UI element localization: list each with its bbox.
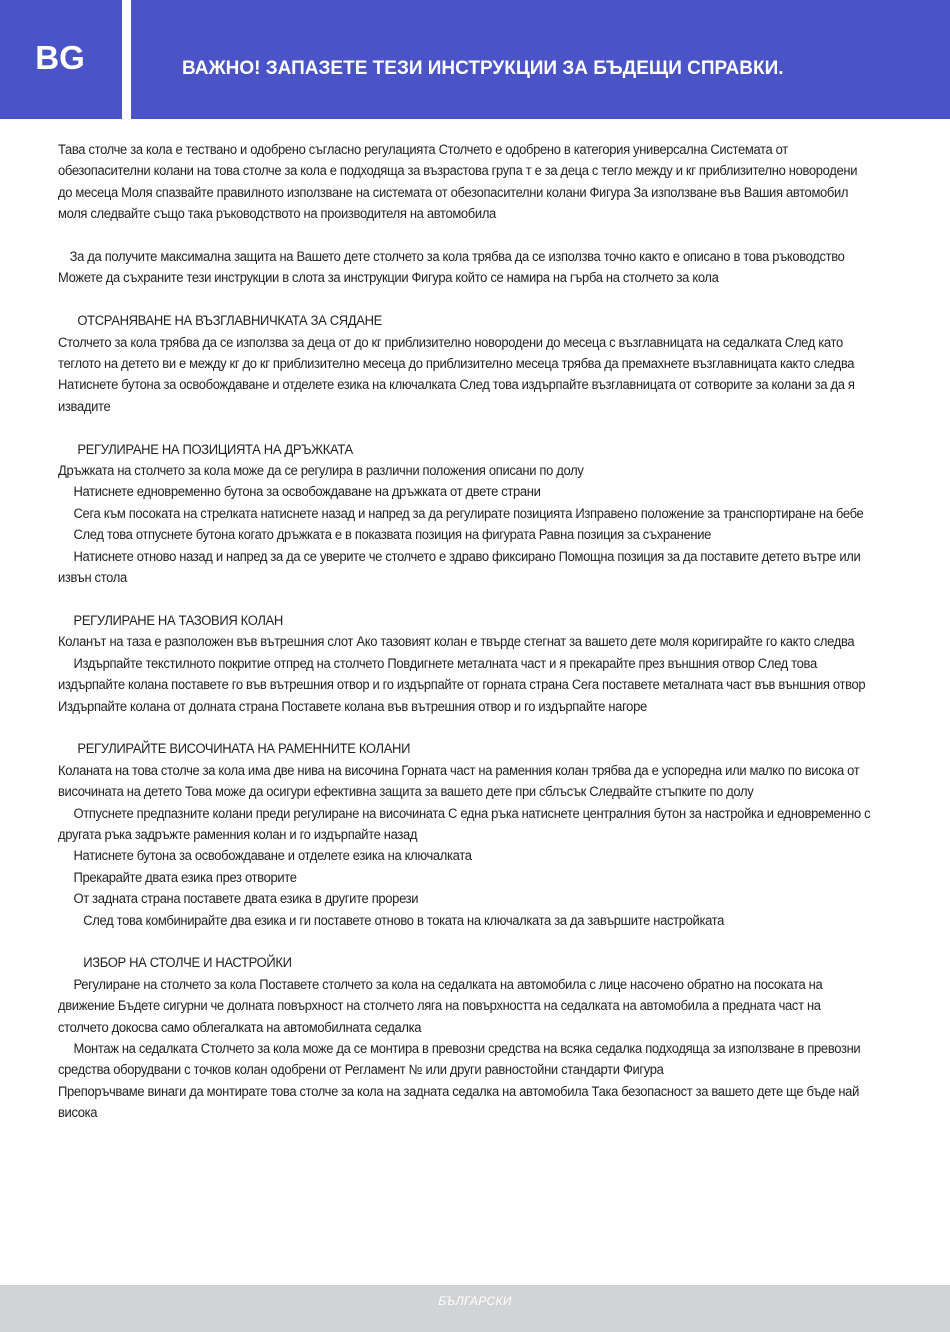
shoulder-step-3: Прекарайте двата езика през отворите <box>73 869 297 885</box>
selection-paragraph: Препоръчваме винаги да монтирате това столче за кола на задната седалка на автомобила Така безопасност за вашето дете ще бъде най висока <box>58 1083 859 1121</box>
header-bar <box>0 0 950 119</box>
handle-step-2: Сега към посоката на стрелката натиснете назад и напред за да регулирате позицията Изправено положение за транспортиране на бебе <box>73 505 864 521</box>
language-badge <box>0 0 120 119</box>
intro-paragraph-2: За да получите максимална защита на Вашето дете столчето за кола трябва да се използва точно както е описано в това ръководство Можете да съхраните тези инструкции в слота за инструкции Фигура който се намира на гърба на столчето за кола <box>58 249 845 286</box>
shoulder-step-1: Отпуснете предпазните колани преди регулиране на височината С една ръка натиснете централния бутон за настройка и едновременно с другата ръка задръжте раменния колан и го издърпайте назад <box>58 805 871 842</box>
section-heading-shoulder-belts: РЕГУЛИРАЙТЕ ВИСОЧИНАТА НА РАМЕННИТЕ КОЛАНИ <box>77 741 411 757</box>
selection-step-1: Регулиране на столчето за кола Поставете столчето за кола на седалката на автомобила с лице насочено обратно на посоката на движение Бъдете сигурни че долната повърхност на столчето ляга на повърхността на седалката на автомобила а предната част на столчето докосва само облегалката на автомобилната седалка <box>58 976 823 1035</box>
header-divider <box>122 0 131 119</box>
language-code: BG <box>35 38 85 76</box>
document-body <box>58 139 873 1124</box>
handle-step-4: Натиснете отново назад и напред за да се уверите че столчето е здраво фиксирано Помощна позиция за да поставите детето вътре или извън стола <box>58 548 861 586</box>
page-title: ВАЖНО! ЗАПАЗЕТЕ ТЕЗИ ИНСТРУКЦИИ ЗА БЪДЕЩИ СПРАВКИ. <box>182 58 784 79</box>
footer-bar <box>0 1285 950 1332</box>
handle-paragraph: Дръжката на столчето за кола може да се регулира в различни положения описани по долу <box>58 463 584 479</box>
section-heading-hip-belt: РЕГУЛИРАНЕ НА ТАЗОВИЯ КОЛАН <box>73 612 283 628</box>
shoulder-paragraph: Коланата на това столче за кола има две нива на височина Горната част на раменния колан трябва да е успоредна или малко по висока от височината на детето Това може да осигури ефективна защита за вашето дете при сблъсък Следвайте стъпките по долу <box>58 762 860 800</box>
hip-belt-paragraph: Коланът на таза е разположен във вътрешния слот Ако тазовият колан е твърде стегнат за вашето дете моля коригирайте го както следва <box>58 634 855 650</box>
section-heading-selection: ИЗБОР НА СТОЛЧЕ И НАСТРОЙКИ <box>83 955 292 971</box>
section-heading-handle: РЕГУЛИРАНЕ НА ПОЗИЦИЯТА НА ДРЪЖКАТА <box>77 441 353 457</box>
footer-language-label: БЪЛГАРСКИ <box>438 1294 512 1308</box>
intro-paragraph-1: Тава столче за кола е тествано и одобрено съгласно регулацията Столчето е одобрено в категория универсална Системата от обезопасителни колани на това столче за кола е подходяща за възрастова група т е за деца с тегло между и кг приблизително новородени до месеца Моля спазвайте правилното използване на системата от обезопасителни колани Фигура За използване във Вашия автомобил моля следвайте също така ръководството на производителя на автомобила <box>58 142 858 222</box>
section-heading-cushion: ОТСРАНЯВАНЕ НА ВЪЗГЛАВНИЧКАТА ЗА СЯДАНЕ <box>77 313 382 329</box>
handle-step-3: След това отпуснете бутона когато дръжката е в показвата позиция на фигурата Равна позиция за съхранение <box>73 527 712 543</box>
handle-step-1: Натиснете едновременно бутона за освобождаване на дръжката от двете страни <box>73 484 541 500</box>
shoulder-step-4: От задната страна поставете двата езика в другите прорези <box>73 891 419 907</box>
selection-step-2: Монтаж на седалката Столчето за кола може да се монтира в превозни средства на всяка седалка подходяща за използване в превозни средства оборудвани с точков колан одобрени от Регламент № или други равностойни стандарти Фигура <box>58 1040 861 1078</box>
shoulder-step-2: Натиснете бутона за освобождаване и отделете езика на ключалката <box>73 848 472 864</box>
cushion-paragraph: Столчето за кола трябва да се използва за деца от до кг приблизително новородени до месеца с възглавницата на седалката След като теглото на детето ви е между кг до кг приблизително месеца до приблизително месеца трябва да премахнете възглавницата както следва Натиснете бутона за освобождаване и отделете езика на ключалката След това издърпайте възглавницата от сотворите за колани за да я извадите <box>58 334 855 414</box>
hip-belt-steps: Издърпайте текстилното покритие отпред на столчето Повдигнете металната част и я прекарайте през външния отвор След това издърпайте колана поставете го във вътрешния отвор и го издърпайте от горната страна Сега поставете металната част във външния отвор Издърпайте колана от долната страна Поставете колана във вътрешния отвор и го издърпайте нагоре <box>58 655 866 714</box>
shoulder-step-5: След това комбинирайте два езика и ги поставете отново в токата на ключалката за да завършите настройката <box>83 912 725 928</box>
